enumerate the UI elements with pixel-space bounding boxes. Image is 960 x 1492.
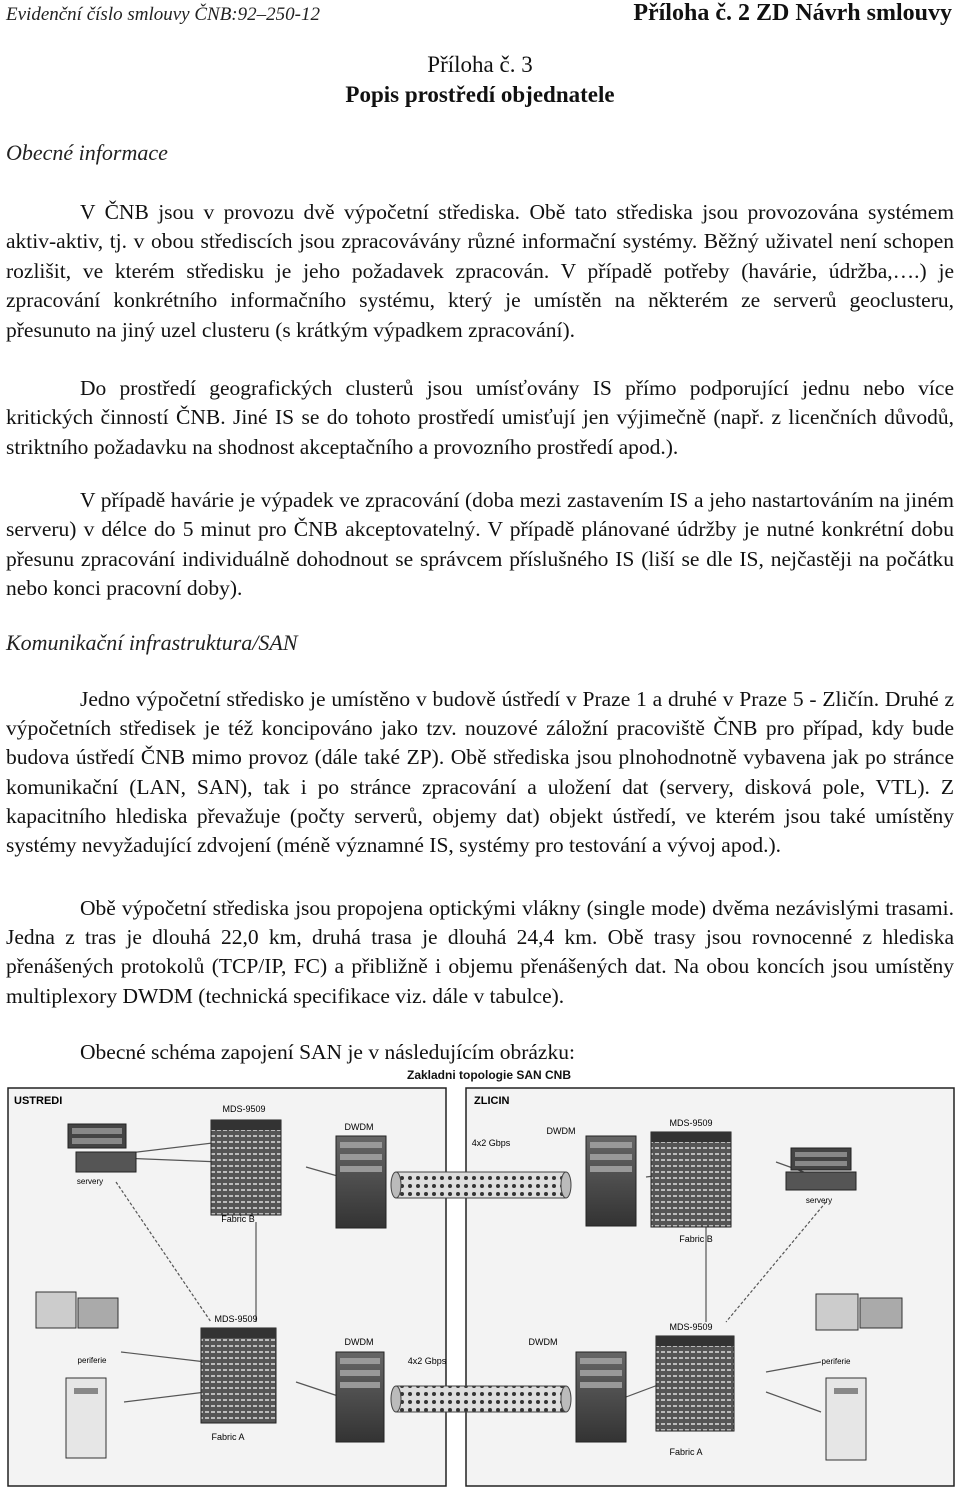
- mds-switch-bottom-left-icon: [201, 1328, 276, 1423]
- label-periferie-left: periferie: [77, 1356, 107, 1365]
- mds-switch-top-left-icon: [211, 1120, 281, 1215]
- label-mds-bottom-left: MDS-9509: [214, 1314, 258, 1324]
- label-dwdm-top-left: DWDM: [344, 1122, 374, 1132]
- paragraph: Do prostředí geografických clusterů jsou umísťovány IS přímo podporující jednu nebo více kritických činností ČNB. Jiné IS se do tohoto prostředí umisťují jen výjimečně (např. z licenčních důvodů, striktního požadavku na shodnost akceptačního a provozního prostředí apod.).: [6, 376, 954, 459]
- label-fabric-a-left: Fabric A: [211, 1432, 245, 1442]
- link-label-top: 4x2 Gbps: [471, 1138, 511, 1148]
- label-mds-bottom-right: MDS-9509: [669, 1322, 713, 1332]
- paragraph: Jedno výpočetní středisko je umístěno v budově ústředí v Praze 1 a druhé v Praze 5 - Zličín. Druhé z výpočetních středisek je též koncipováno jako tzv. nouzové záložní pracoviště ČNB pro případ, kdy bude budova ústředí ČNB mimo provoz (dále také ZP). Obě střediska jsou plnohodnotně vybavena jak po stránce komunikační (LAN, SAN), tak i po stránce zpracování a uložení dat (servery, disková pole, VTL). Z kapacitního hlediska převažuje (počty serverů, objemy dat) objekt ústředí, ve kterém jsou také umístěny systémy nevyžadující zdvojení (méně významné IS, systémy pro testování a vývoj apod.).: [6, 687, 954, 858]
- contract-number: Evidenční číslo smlouvy ČNB:92–250-12: [6, 4, 320, 25]
- site-label-right: ZLICIN: [474, 1095, 510, 1107]
- mds-switch-top-right-icon: [651, 1132, 731, 1227]
- dwdm-bottom-right-icon: [576, 1352, 626, 1442]
- fiber-link-bottom: [391, 1386, 571, 1412]
- servers-right-icon: [786, 1148, 856, 1190]
- page-title: Popis prostředí objednatele: [345, 82, 615, 107]
- paragraph: Obecné schéma zapojení SAN je v následujícím obrázku:: [80, 1040, 575, 1064]
- dwdm-top-right-icon: [586, 1136, 636, 1226]
- label-periferie-right: periferie: [821, 1357, 851, 1366]
- label-mds-top-right: MDS-9509: [669, 1118, 713, 1128]
- dwdm-bottom-left-icon: [336, 1352, 384, 1442]
- paragraph: V případě havárie je výpadek ve zpracování (doba mezi zastavením IS a jeho nastartováním na jiném serveru) v délce do 5 minut pro ČNB akceptovatelný. V případě plánované údržby je nutné konkrétní dobu přesunu zpracování individuálně dohodnout se správcem příslušného IS (liší se dle IS, nejčastěji na počátku nebo konci pracovní doby).: [6, 488, 954, 601]
- site-label-left: USTREDI: [14, 1095, 63, 1107]
- section-heading-general: Obecné informace: [6, 140, 168, 165]
- label-fabric-a-right: Fabric A: [669, 1447, 703, 1457]
- diagram-title: Zakladni topologie SAN CNB: [406, 1068, 572, 1082]
- mds-switch-bottom-right-icon: [656, 1336, 734, 1431]
- annex-title: Příloha č. 3: [427, 52, 533, 77]
- link-label-bottom: 4x2 Gbps: [407, 1356, 447, 1366]
- fiber-link-top: [391, 1172, 571, 1198]
- label-fabric-b-left: Fabric B: [221, 1214, 255, 1224]
- label-dwdm-bottom-left: DWDM: [344, 1337, 374, 1347]
- servers-left-icon: [68, 1124, 136, 1172]
- dwdm-top-left-icon: [336, 1136, 386, 1228]
- label-servery-right: servery: [805, 1196, 833, 1205]
- paragraph: V ČNB jsou v provozu dvě výpočetní střediska. Obě tato střediska jsou provozována systémem aktiv-aktiv, tj. v obou střediscích jsou zpracovávány různé informační systémy. Běžný uživatel není schopen rozlišit, ve kterém středisku je jeho požadavek zpracován. V případě potřeby (havárie, údržba,….) je zpracování konkrétního informačního systému, který je umístěn na některém ze serverů geoclusteru, přesunuto na jiný uzel clusteru (s krátkým výpadkem zpracování).: [6, 200, 954, 342]
- san-topology-diagram: [6, 1062, 956, 1488]
- label-mds-top-left: MDS-9509: [222, 1104, 266, 1114]
- section-heading-infra: Komunikační infrastruktura/SAN: [6, 630, 298, 655]
- paragraph: Obě výpočetní střediska jsou propojena optickými vlákny (single mode) dvěma nezávislými trasami. Jedna z tras je dlouhá 22,0 km, druhá trasa je dlouhá 24,4 km. Obě trasy jsou rovnocenné z hlediska přenášených protokolů (TCP/IP, FC) a přibližně i objemu přenášených dat. Na obou koncích jsou umístěny multiplexory DWDM (technická specifikace viz. dále v tabulce).: [6, 896, 954, 1008]
- annex-label: Příloha č. 2 ZD Návrh smlouvy: [633, 0, 952, 26]
- label-servery-left: servery: [76, 1177, 104, 1186]
- label-fabric-b-right: Fabric B: [679, 1234, 713, 1244]
- label-dwdm-bottom-right: DWDM: [528, 1337, 558, 1347]
- label-dwdm-top-right: DWDM: [546, 1126, 576, 1136]
